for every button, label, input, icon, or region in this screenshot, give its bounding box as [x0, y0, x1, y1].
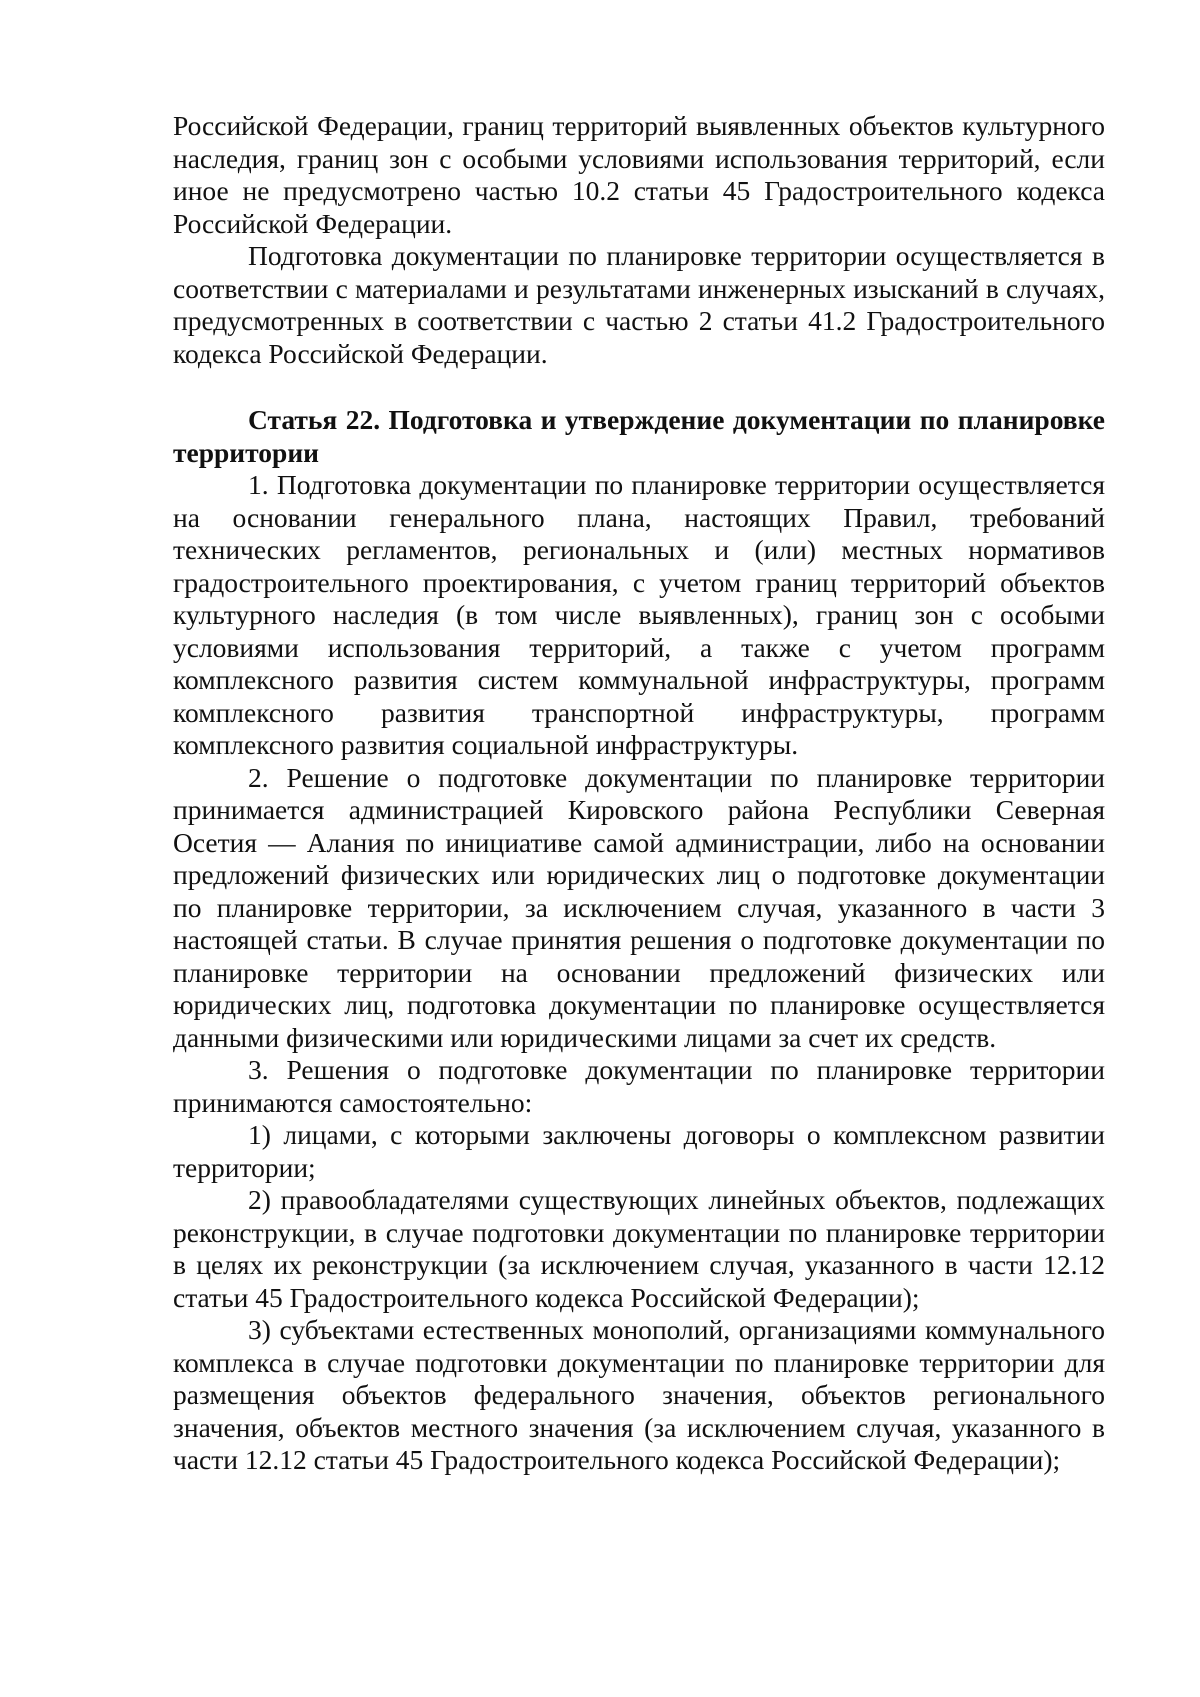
document-page: [173, 110, 1105, 1477]
article-subitem-2: 2) правообладателями существующих линейных объектов, подлежащих реконструкции, в случае подготовки документации по планировке территории в целях их реконструкции (за исключением случая, указанного в части 12.12 статьи 45 Градостроительного кодекса Российской Федерации);: [173, 1184, 1105, 1313]
article-item-2: 2. Решение о подготовке документации по планировке территории принимается администрацией Кировского района Республики Северная Осетия — Алания по инициативе самой администрации, либо на основании предложений физических или юридических лиц о подготовке документации по планировке территории, за исключением случая, указанного в части 3 настоящей статьи. В случае принятия решения о подготовке документации по планировке территории на основании предложений физических или юридических лиц, подготовка документации по планировке осуществляется данными физическими или юридическими лицами за счет их средств.: [173, 761, 1105, 1053]
article-heading: Статья 22. Подготовка и утверждение документации по планировке территории: [173, 404, 1105, 468]
article-item-3: 3. Решения о подготовке документации по планировке территории принимаются самостоятельно:: [173, 1054, 1105, 1118]
article-subitem-1: 1) лицами, с которыми заключены договоры о комплексном развитии территории;: [173, 1119, 1105, 1183]
article-subitem-3: 3) субъектами естественных монополий, организациями коммунального комплекса в случае подготовки документации по планировке территории для размещения объектов федерального значения, объектов регионального значения, объектов местного значения (за исключением случая, указанного в части 12.12 статьи 45 Градостроительного кодекса Российской Федерации);: [173, 1314, 1105, 1475]
paragraph-engineering-surveys: Подготовка документации по планировке территории осуществляется в соответствии с материалами и результатами инженерных изысканий в случаях, предусмотренных в соответствии с частью 2 статьи 41.2 Градостроительного кодекса Российской Федерации.: [173, 240, 1105, 369]
paragraph-continuation: Российской Федерации, границ территорий выявленных объектов культурного наследия, границ зон с особыми условиями использования территорий, если иное не предусмотрено частью 10.2 статьи 45 Градостроительного кодекса Российской Федерации.: [173, 110, 1105, 239]
article-item-1: 1. Подготовка документации по планировке территории осуществляется на основании генерального плана, настоящих Правил, требований технических регламентов, региональных и (или) местных нормативов градостроительного проектирования, с учетом границ территорий объектов культурного наследия (в том числе выявленных), границ зон с особыми условиями использования территорий, а также с учетом программ комплексного развития систем коммунальной инфраструктуры, программ комплексного развития транспортной инфраструктуры, программ комплексного развития социальной инфраструктуры.: [173, 469, 1105, 760]
